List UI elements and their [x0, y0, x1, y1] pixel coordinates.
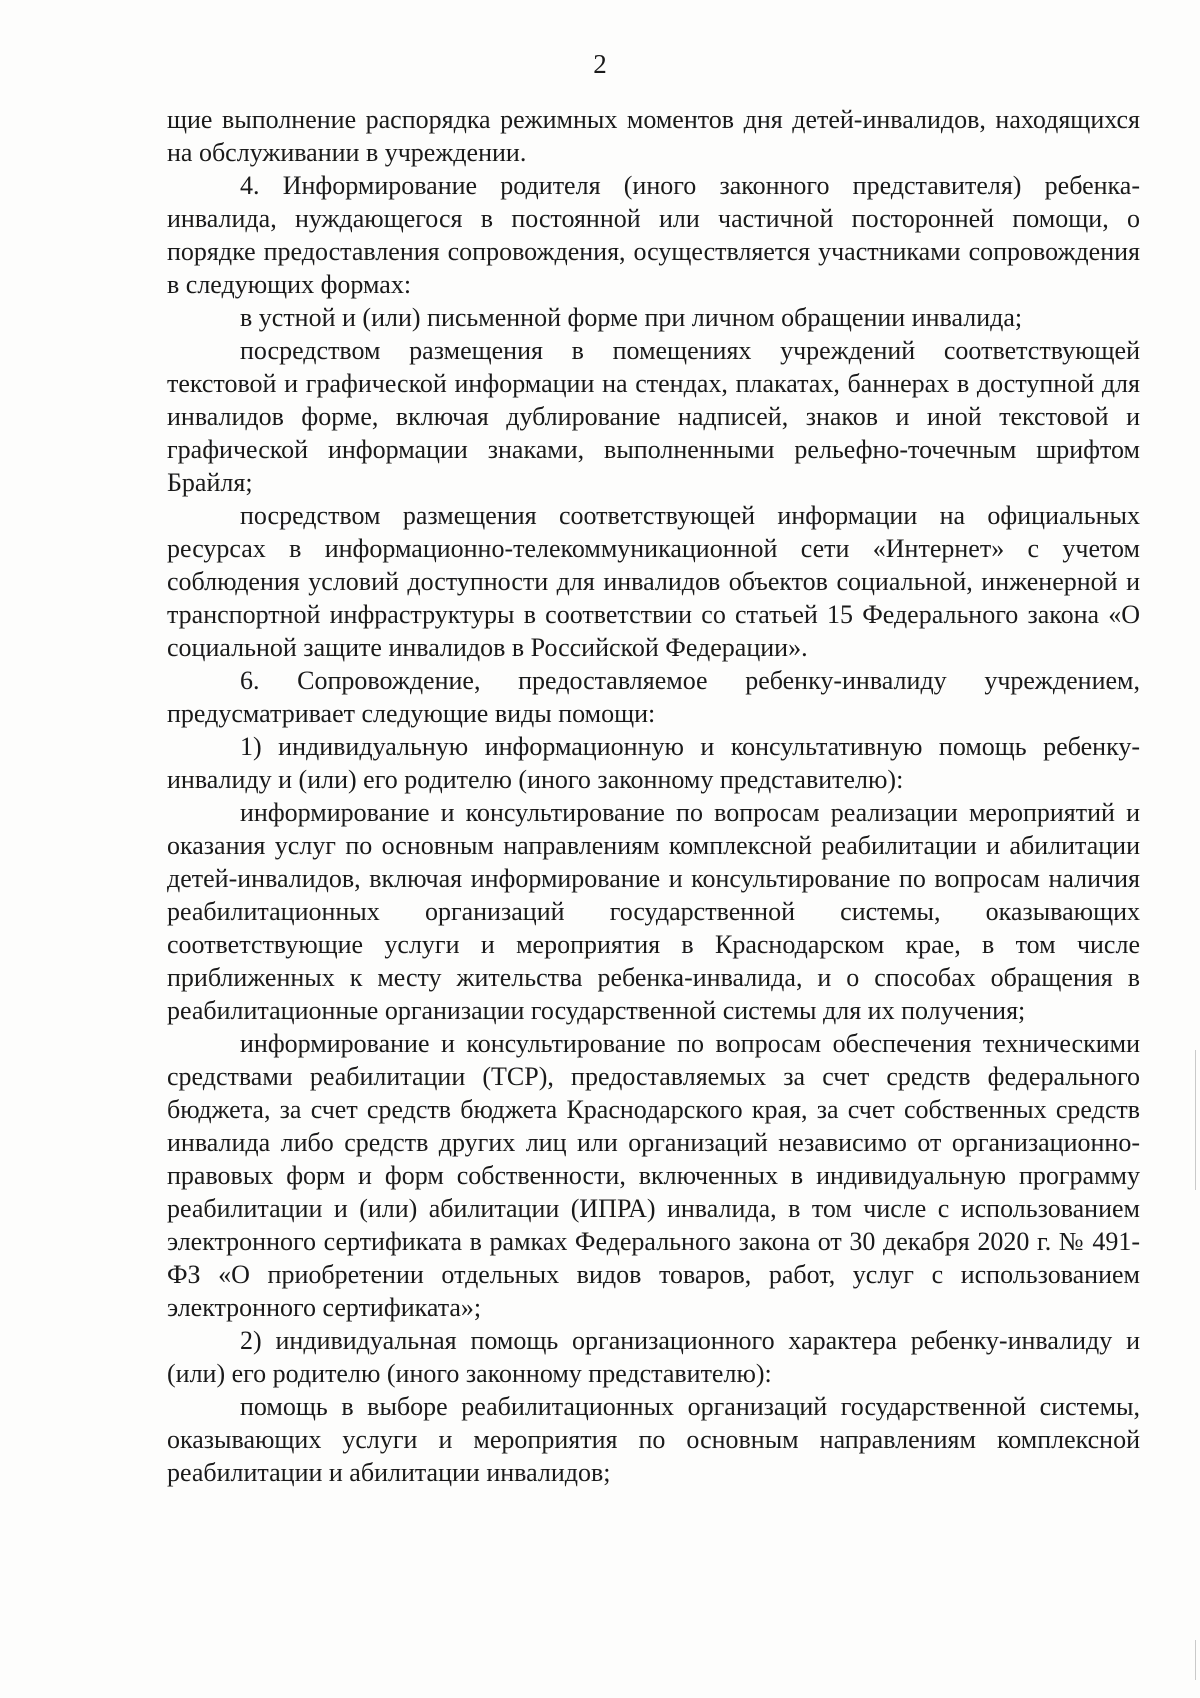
- paragraph: посредством размещения в помещениях учреждений соответствующей текстовой и графической информации на стендах, плакатах, баннерах в доступной для инвалидов форме, включая дублирование надписей, знаков и иной текстовой и графической информации знаками, выполненными рельефно-точечным шрифтом Брайля;: [167, 336, 1140, 497]
- document-body: [167, 103, 1140, 1489]
- paragraph: 6. Сопровождение, предоставляемое ребенку-инвалиду учреждением, предусматривает следующие виды помощи:: [167, 666, 1140, 728]
- paragraph: щие выполнение распорядка режимных моментов дня детей-инвалидов, находящихся на обслуживании в учреждении.: [167, 105, 1140, 167]
- paragraph: 2) индивидуальная помощь организационного характера ребенку-инвалиду и (или) его родителю (иного законному представителю):: [167, 1326, 1140, 1388]
- paragraph: информирование и консультирование по вопросам обеспечения техническими средствами реабилитации (ТСР), предоставляемых за счет средств федерального бюджета, за счет средств бюджета Краснодарского края, за счет собственных средств инвалида либо средств других лиц или организаций независимо от организационно-правовых форм и форм собственности, включенных в индивидуальную программу реабилитации и (или) абилитации (ИПРА) инвалида, в том числе с использованием электронного сертификата в рамках Федерального закона от 30 декабря 2020 г. № 491-ФЗ «О приобретении отдельных видов товаров, работ, услуг с использованием электронного сертификата»;: [167, 1029, 1140, 1322]
- paragraph: 4. Информирование родителя (иного законного представителя) ребенка-инвалида, нуждающегося в постоянной или частичной посторонней помощи, о порядке предоставления сопровождения, осуществляется участниками сопровождения в следующих формах:: [167, 171, 1140, 299]
- scan-edge-mark: [1195, 1640, 1196, 1680]
- paragraph: 1) индивидуальную информационную и консультативную помощь ребенку-инвалиду и (или) его родителю (иного законному представителю):: [167, 732, 1140, 794]
- paragraph: посредством размещения соответствующей информации на официальных ресурсах в информационно-телекоммуникационной сети «Интернет» с учетом соблюдения условий доступности для инвалидов объектов социальной, инженерной и транспортной инфраструктуры в соответствии со статьей 15 Федерального закона «О социальной защите инвалидов в Российской Федерации».: [167, 501, 1140, 662]
- paragraph: в устной и (или) письменной форме при личном обращении инвалида;: [240, 303, 1023, 332]
- paragraph: помощь в выборе реабилитационных организаций государственной системы, оказывающих услуги и мероприятия по основным направлениям комплексной реабилитации и абилитации инвалидов;: [167, 1392, 1140, 1487]
- page-number: 2: [593, 49, 607, 79]
- scan-edge-mark: [1195, 1050, 1196, 1190]
- paragraph: информирование и консультирование по вопросам реализации мероприятий и оказания услуг по основным направлениям комплексной реабилитации и абилитации детей-инвалидов, включая информирование и консультирование по вопросам наличия реабилитационных организаций государственной системы, оказывающих соответствующие услуги и мероприятия в Краснодарском крае, в том числе приближенных к месту жительства ребенка-инвалида, и о способах обращения в реабилитационные организации государственной системы для их получения;: [167, 798, 1140, 1025]
